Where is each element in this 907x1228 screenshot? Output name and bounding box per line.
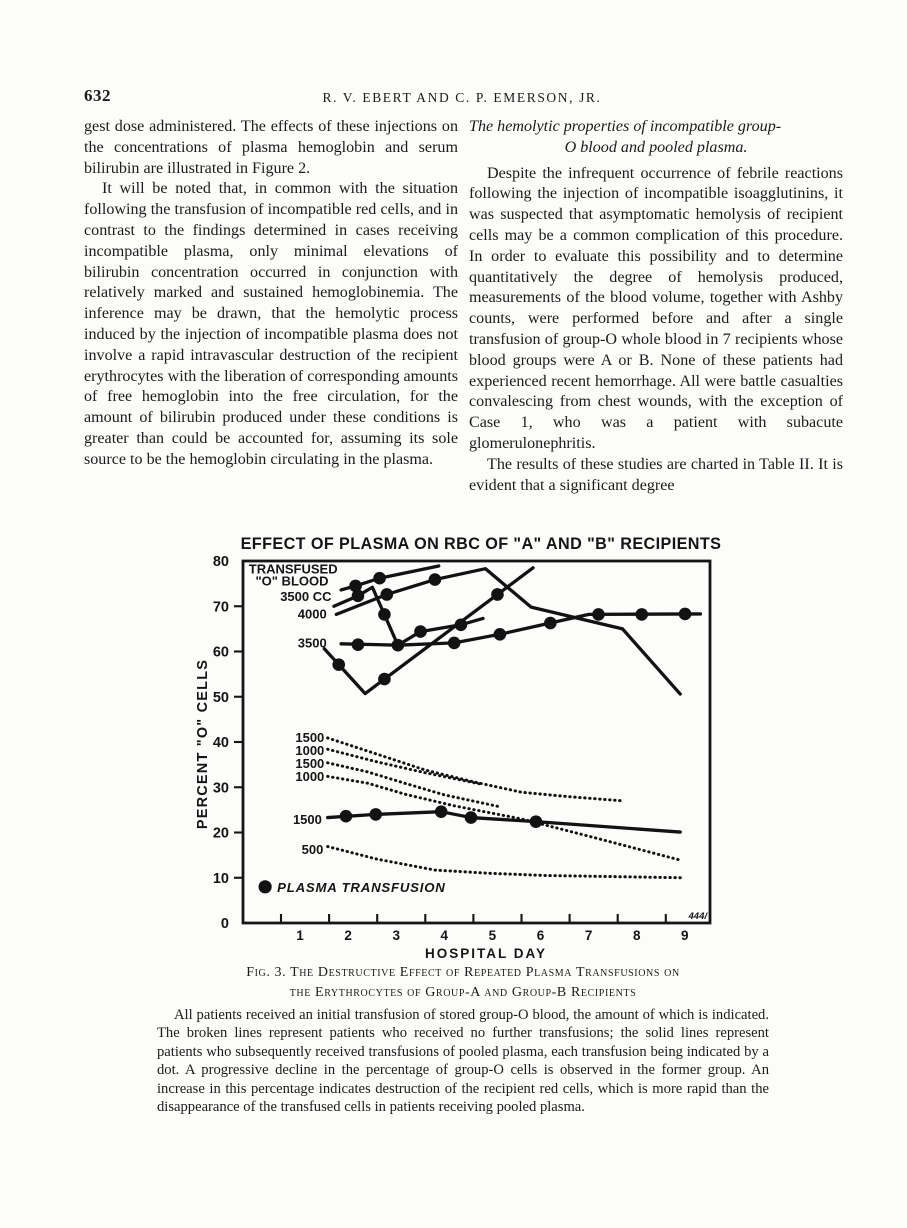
y-tick-label: 60	[212, 644, 229, 661]
transfusion-dot	[352, 590, 365, 603]
transfusion-dot	[414, 625, 427, 638]
x-tick-label: 2	[344, 928, 352, 943]
x-tick-label: 5	[488, 928, 497, 943]
transfused-amount-label: 4000	[297, 606, 327, 622]
transfused-amount-label: 3500 CC	[280, 588, 332, 604]
body-paragraph: gest dose administered. The effects of these injections on the concentrations of plasma hemoglobin and serum bilirubin are illustrated in Figure 2.	[84, 118, 458, 177]
series-line-dotted-1500a	[328, 738, 623, 801]
transfusion-dot	[679, 608, 692, 621]
transfusion-dot	[381, 588, 394, 601]
y-tick-label: 30	[212, 780, 229, 797]
y-tick-label: 40	[212, 735, 229, 751]
figure-caption-title-line2: the Erythrocytes of Group-A and Group-B Recipients	[289, 984, 637, 1000]
transfusion-dot	[369, 808, 382, 821]
legend-label: PLASMA TRANSFUSION	[277, 879, 446, 895]
transfused-amount-label: 1500	[292, 811, 322, 827]
transfusion-dot	[340, 810, 353, 823]
section-heading	[469, 117, 843, 159]
transfusion-dot	[592, 608, 605, 621]
series-line-dotted-1500b	[328, 763, 498, 806]
page-number: 632	[84, 86, 111, 105]
y-tick-label: 20	[212, 825, 229, 842]
x-tick-label: 4	[440, 928, 449, 943]
transfusion-dot	[544, 617, 557, 630]
body-paragraph: It will be noted that, in common with the situation following the transfusion of incompatible red cells, and in contrast to the findings determined in cases receiving incompatible plasma, only minimal elevations of bilirubin concentration occurred in conjunction with relatively marked and sustained hemoglobinemia. The inference may be drawn, that the hemolytic process induced by the injection of incompatible plasma does not involve a rapid intravascular destruction of the recipient erythrocytes with the liberation of corresponding amounts of free hemoglobin into the free circulation, for the amount of bilirubin produced under these conditions is greater than could be accounted for, assuming its sole source to be the hemoglobin circulating in the plasma.	[84, 180, 458, 468]
transfused-amount-label: "O" BLOOD	[255, 573, 329, 589]
transfused-amount-label: TRANSFUSED	[248, 561, 338, 577]
body-paragraph: Despite the infrequent occurrence of febrile reactions following the injection of incompatible isoagglutinins, it was suspected that asymptomatic hemolysis of recipient cells may be a common complication of this procedure. In order to evaluate this possibility and to determine quantitatively the degree of hemolysis produced, measurements of the blood volume, together with Ashby counts, were performed before and after a single transfusion of group-O whole blood in 7 recipients whose blood groups were A or B. None of these patients had experienced recent hemorrhage. All were battle casualties convalescing from chest wounds, with the exception of Case 1, who was a patient with subacute glomerulonephritis.	[469, 164, 843, 452]
transfusion-dot	[332, 658, 345, 671]
transfused-amount-label: 3500	[297, 635, 327, 651]
transfused-amount-label: 1000	[295, 768, 325, 784]
transfusion-dot	[491, 588, 504, 601]
chart-title: EFFECT OF PLASMA ON RBC OF "A" AND "B" RECIPIENTS	[240, 535, 722, 553]
figure-caption-body: All patients received an initial transfusion of stored group-O blood, the amount of which is indicated. The broken lines represent patients who received no further transfusions; the solid lines represent patients who subsequently received transfusions of pooled plasma, each transfusion being indicated by a dot. A progressive decline in the percentage of group-O cells is observed in the former group. An increase in this percentage indicates destruction of the recipient red cells, which is more rapid than the disappearance of the transfused cells in patients receiving pooled plasma.	[157, 1007, 769, 1116]
running-head: R. V. EBERT AND C. P. EMERSON, JR.	[322, 90, 602, 105]
transfusion-dot	[378, 608, 391, 621]
transfusion-dot	[378, 673, 391, 686]
x-axis-label: HOSPITAL DAY	[424, 946, 548, 961]
y-axis-label: PERCENT "O" CELLS	[195, 658, 211, 830]
x-tick-label: 9	[681, 928, 689, 943]
transfusion-dot	[494, 628, 507, 641]
transfusion-dot	[448, 637, 461, 650]
x-tick-label: 3	[392, 928, 400, 943]
transfusion-dot	[429, 573, 442, 586]
plasma-effect-line-chart	[86, 531, 754, 965]
body-paragraph: The results of these studies are charted in Table II. It is evident that a significant degree	[469, 455, 843, 494]
section-heading-line1: The hemolytic properties of incompatible group-	[469, 118, 782, 135]
legend-dot-icon	[259, 880, 272, 893]
y-tick-label: 70	[212, 599, 229, 616]
transfusion-dot	[465, 811, 478, 824]
transfusion-dot	[435, 805, 448, 818]
y-tick-label: 0	[220, 916, 229, 932]
x-tick-label: 8	[632, 928, 641, 943]
x-tick-label: 1	[296, 928, 304, 943]
y-tick-label: 50	[212, 689, 229, 706]
transfused-amount-label: 1500	[295, 730, 325, 745]
transfusion-dot	[635, 608, 648, 621]
transfused-amount-label: 500	[301, 841, 324, 857]
section-heading-line2: O blood and pooled plasma.	[564, 138, 748, 156]
axis-artifact: 444/	[688, 911, 707, 922]
series-line-dotted-1000a	[328, 749, 483, 784]
left-column	[84, 117, 458, 471]
x-tick-label: 6	[536, 928, 545, 943]
figure-caption-title-line1: Fig. 3. The Destructive Effect of Repeated Plasma Transfusions on	[246, 965, 680, 980]
transfusion-dot	[352, 638, 365, 651]
series-line-dotted-500	[328, 847, 683, 878]
y-tick-label: 10	[212, 870, 229, 887]
x-tick-label: 7	[584, 928, 593, 943]
transfusion-dot	[373, 572, 386, 585]
figure-caption	[157, 963, 769, 1116]
transfused-amount-label: 1000	[295, 743, 325, 759]
y-tick-label: 80	[212, 554, 229, 570]
transfused-amount-label: 1500	[295, 755, 325, 771]
right-column	[469, 117, 843, 496]
